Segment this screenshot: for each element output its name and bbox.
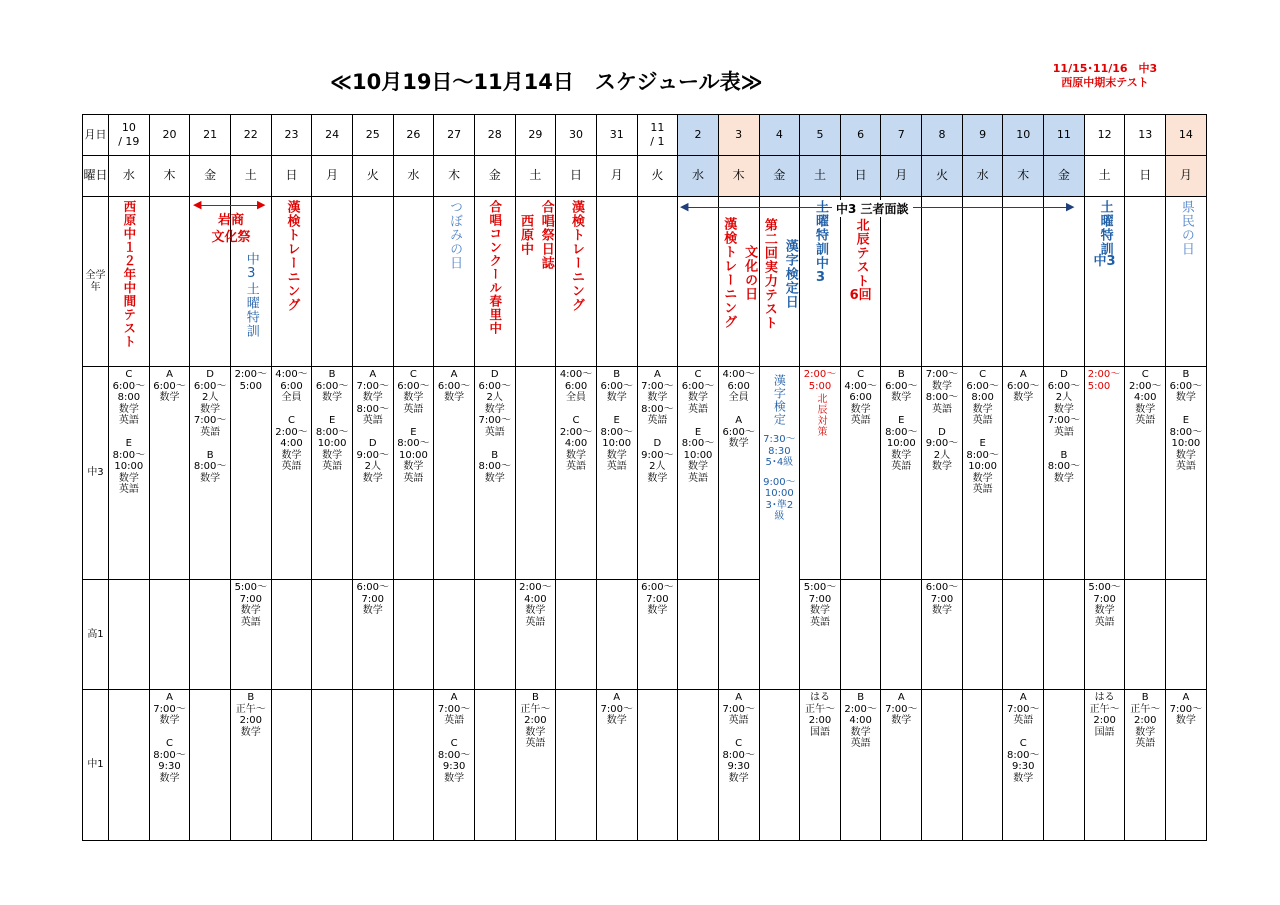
h1-cell-17	[800, 580, 841, 690]
c3-cell-text: B 6:00～ 数学 E 8:00～ 10:00 数学 英語	[600, 369, 633, 472]
event-text: 漢検トレーニング	[721, 217, 737, 329]
c1-cell-text	[190, 690, 230, 692]
c1-cell-text: B 正午～ 2:00 数学 英語	[1130, 692, 1161, 749]
event-group	[760, 215, 800, 330]
c1-cell-10	[515, 690, 556, 841]
c3-row	[83, 367, 1207, 580]
c3-cell-text: D 6:00～ 2人 数学 7:00～ 英語 B 8:00～ 数学	[1047, 369, 1081, 484]
c3-cell-text: D 6:00～ 2人 数学 7:00～ 英語 B 8:00～ 数学	[193, 369, 227, 484]
c3-cell-13	[637, 367, 678, 580]
all-cell-4	[271, 197, 312, 367]
c1-cell-17	[800, 690, 841, 841]
c1-cell-text: B 2:00～ 4:00 数学 英語	[844, 692, 877, 749]
date-cell-19: 7	[881, 115, 922, 156]
c1-cell-23	[1044, 690, 1085, 841]
all-cell-15	[718, 197, 759, 367]
event-group	[1085, 197, 1125, 256]
c1-cell-text: A 7:00～ 数学	[600, 692, 633, 726]
weekday-cell-13: 火	[637, 156, 678, 197]
weekday-cell-2: 金	[190, 156, 231, 197]
event-text: 第二回実力テスト	[761, 218, 777, 330]
h1-cell-text	[1166, 580, 1206, 582]
h1-cell-text	[394, 580, 434, 582]
c3-cell-text: A 6:00～ 数学	[1007, 369, 1040, 403]
event-group	[516, 197, 556, 270]
c3-cell-6	[352, 367, 393, 580]
all-cell-7	[393, 197, 434, 367]
h1-cell-text	[312, 580, 352, 582]
event-text: 文化の日	[742, 245, 758, 301]
weekday-cell-23: 金	[1044, 156, 1085, 197]
c1-cell-text: A 7:00～ 数学	[1169, 692, 1203, 726]
event-group	[719, 197, 759, 329]
weekday-cell-12: 月	[596, 156, 637, 197]
weekday-cell-5: 月	[312, 156, 353, 197]
row-label-c3: 中3	[83, 367, 109, 580]
weekday-cell-7: 水	[393, 156, 434, 197]
date-cell-8: 27	[434, 115, 475, 156]
c1-cell-8	[434, 690, 475, 841]
date-cell-2: 21	[190, 115, 231, 156]
c3-cell-3	[230, 367, 271, 580]
c3-cell-1	[149, 367, 190, 580]
c1-cell-15	[718, 690, 759, 841]
weekday-cell-14: 水	[678, 156, 719, 197]
event-text: 土曜特訓中3	[812, 200, 828, 286]
c1-cell-text	[922, 690, 962, 692]
h1-cell-4	[271, 580, 312, 690]
c3-cell-23	[1044, 367, 1085, 580]
c3-cell-text: 2:00～ 5:00	[234, 369, 268, 392]
c1-cell-5	[312, 690, 353, 841]
all-cell-1	[149, 197, 190, 367]
date-cell-3: 22	[230, 115, 271, 156]
c1-cell-text	[109, 690, 149, 692]
date-cell-21: 9	[962, 115, 1003, 156]
all-cell-26	[1166, 197, 1207, 367]
c3-cell-10	[515, 367, 556, 580]
h1-cell-text	[841, 580, 881, 582]
c1-cell-2	[190, 690, 231, 841]
h1-cell-1	[149, 580, 190, 690]
weekday-cell-21: 水	[962, 156, 1003, 197]
h1-cell-20	[922, 580, 963, 690]
c3-cell-17	[800, 367, 841, 580]
all-cell-12	[596, 197, 637, 367]
date-cell-25: 13	[1125, 115, 1166, 156]
event-text: 中3土曜特訓	[243, 252, 259, 338]
h1-cell-text	[1044, 580, 1084, 582]
c1-cell-text	[556, 690, 596, 692]
h1-cell-9	[474, 580, 515, 690]
weekday-cell-0: 水	[109, 156, 150, 197]
c3-cell-text: C 2:00～ 4:00 数学 英語	[1129, 369, 1162, 426]
weekday-cell-16: 金	[759, 156, 800, 197]
c3-cell-text: C 6:00～ 8:00 数学 英語 E 8:00～ 10:00 数学 英語	[112, 369, 146, 495]
date-cell-12: 31	[596, 115, 637, 156]
all-cell-0	[109, 197, 150, 367]
hokushin-prep: 北辰対策	[814, 393, 826, 437]
c3-cell-21	[962, 367, 1003, 580]
c1-cell-text	[638, 690, 678, 692]
c3-cell-text: 4:00～ 6:00 全員 C 2:00～ 4:00 数学 英語	[559, 369, 593, 472]
event-group	[841, 215, 881, 288]
c3-cell-text: A 7:00～ 数学 8:00～ 英語 D 9:00～ 2人 数学	[641, 369, 674, 484]
c3-cell-2	[190, 367, 231, 580]
c3-cell-text: C 6:00～ 数学 英語 E 8:00～ 10:00 数学 英語	[681, 369, 715, 484]
c1-cell-text: A 7:00～ 数学	[885, 692, 918, 726]
c3-cell-16	[759, 367, 800, 690]
date-cell-11: 30	[556, 115, 597, 156]
all-cell-21	[962, 197, 1003, 367]
h1-cell-text	[190, 580, 230, 582]
c3-cell-text: A 7:00～ 数学 8:00～ 英語 D 9:00～ 2人 数学	[356, 369, 389, 484]
c1-cell-text: A 7:00～ 英語 C 8:00～ 9:30 数学	[1007, 692, 1040, 784]
h1-cell-text	[272, 580, 312, 582]
all-cell-5	[312, 197, 353, 367]
h1-cell-text	[963, 580, 1003, 582]
date-cell-22: 10	[1003, 115, 1044, 156]
all-cell-11	[556, 197, 597, 367]
event-text: 合唱祭日誌	[538, 200, 554, 270]
c3-cell-4	[271, 367, 312, 580]
event-group	[231, 249, 271, 338]
h1-cell-23	[1044, 580, 1085, 690]
h1-cell-0	[109, 580, 150, 690]
c1-cell-4	[271, 690, 312, 841]
c1-cell-text	[678, 690, 718, 692]
h1-row	[83, 580, 1207, 690]
event-text: 漢字検定日	[782, 239, 798, 309]
c3-cell-0	[109, 367, 150, 580]
date-row	[83, 115, 1207, 156]
h1-cell-14	[678, 580, 719, 690]
event-text: 西原中１２年中間テスト	[121, 200, 137, 349]
date-label: 月日	[84, 128, 107, 142]
c3-cell-text: A 6:00～ 数学	[153, 369, 186, 403]
c3-cell-text: 4:00～ 6:00 全員 C 2:00～ 4:00 数学 英語	[275, 369, 308, 472]
event-text: 県民の日	[1178, 200, 1194, 256]
c3-cell-11	[556, 367, 597, 580]
c3-cell-8	[434, 367, 475, 580]
date-cell-9: 28	[474, 115, 515, 156]
c1-cell-22	[1003, 690, 1044, 841]
h1-cell-10	[515, 580, 556, 690]
c1-cell-3	[230, 690, 271, 841]
weekday-cell-3: 土	[230, 156, 271, 197]
festival-arrow-left-icon: ◀	[193, 198, 202, 211]
weekday-cell-19: 月	[881, 156, 922, 197]
all-cell-6	[352, 197, 393, 367]
date-cell-15: 3	[718, 115, 759, 156]
c1-cell-1	[149, 690, 190, 841]
c3-cell-7	[393, 367, 434, 580]
h1-cell-text: 6:00～ 7:00 数学	[356, 582, 389, 616]
c1-cell-text: A 7:00～ 英語 C 8:00～ 9:30 数学	[722, 692, 755, 784]
all-cell-24	[1084, 197, 1125, 367]
weekday-cell-22: 木	[1003, 156, 1044, 197]
c3-cell-19	[881, 367, 922, 580]
event-text: 北辰テスト	[853, 218, 869, 288]
c3-cell-text: C 4:00～ 6:00 数学 英語	[844, 369, 877, 426]
all-cell-10	[515, 197, 556, 367]
h1-cell-text	[678, 580, 718, 582]
c3-cell-18	[840, 367, 881, 580]
h1-cell-text	[434, 580, 474, 582]
c1-cell-26	[1166, 690, 1207, 841]
c1-cell-6	[352, 690, 393, 841]
all-cell-8	[434, 197, 475, 367]
h1-cell-2	[190, 580, 231, 690]
h1-cell-26	[1166, 580, 1207, 690]
c3-cell-text: 4:00～ 6:00 全員 A 6:00～ 数学	[722, 369, 755, 449]
weekday-cell-9: 金	[474, 156, 515, 197]
all-cell-20	[922, 197, 963, 367]
row-label-h1: 高1	[83, 580, 109, 690]
date-cell-1: 20	[149, 115, 190, 156]
event-group	[272, 197, 312, 312]
c3-cell-9	[474, 367, 515, 580]
event-group	[556, 197, 596, 312]
h1-cell-text: 5:00～ 7:00 数学 英語	[234, 582, 268, 628]
c3-cell-text: B 6:00～ 数学 E 8:00～ 10:00 数学 英語	[885, 369, 918, 472]
c3-cell-text: 7:00～ 数学 8:00～ 英語 D 9:00～ 2人 数学	[925, 369, 959, 472]
c3-cell-26	[1166, 367, 1207, 580]
all-cell-23	[1044, 197, 1085, 367]
festival-arrow	[196, 205, 262, 206]
date-cell-4: 23	[271, 115, 312, 156]
c1-cell-25	[1125, 690, 1166, 841]
weekday-cell-24: 土	[1084, 156, 1125, 197]
c1-cell-12	[596, 690, 637, 841]
all-cell-17	[800, 197, 841, 367]
c1-cell-18	[840, 690, 881, 841]
c3-17-time: 2:00～ 5:00	[803, 369, 837, 392]
h1-cell-text	[597, 580, 637, 582]
h1-cell-12	[596, 580, 637, 690]
festival-arrow-right-icon: ▶	[257, 198, 266, 211]
h1-cell-text	[556, 580, 596, 582]
page-title: ≪10月19日～11月14日 スケジュール表≫	[330, 70, 763, 94]
c3-cell-25	[1125, 367, 1166, 580]
c3-cell-15	[718, 367, 759, 580]
h1-cell-text: 6:00～ 7:00 数学	[925, 582, 959, 616]
c1-cell-text: A 7:00～ 英語 C 8:00～ 9:30 数学	[437, 692, 471, 784]
iwasho-festival: 岩商 文化祭	[211, 213, 251, 245]
c3-cell-14	[678, 367, 719, 580]
date-cell-18: 6	[840, 115, 881, 156]
c1-cell-text	[312, 690, 352, 692]
h1-cell-text	[1003, 580, 1043, 582]
c1-cell-text: B 正午～ 2:00 数学 英語	[520, 692, 551, 749]
h1-cell-22	[1003, 580, 1044, 690]
mensetsu-arrow-right-icon: ▶	[1066, 200, 1075, 213]
weekday-cell-4: 日	[271, 156, 312, 197]
event-group	[1166, 197, 1206, 256]
event-text: 西原中	[517, 214, 533, 256]
c3-cell-22	[1003, 367, 1044, 580]
event-text: 漢検トレーニング	[569, 200, 585, 312]
all-cell-13	[637, 197, 678, 367]
h1-cell-6	[352, 580, 393, 690]
h1-cell-7	[393, 580, 434, 690]
c1-cell-21	[962, 690, 1003, 841]
c3-cell-text: B 6:00～ 数学 E 8:00～ 10:00 数学 英語	[315, 369, 349, 472]
h1-cell-18	[840, 580, 881, 690]
mensetsu-arrow-left-icon: ◀	[680, 200, 689, 213]
h1-cell-5	[312, 580, 353, 690]
h1-cell-text	[719, 580, 759, 582]
all-cell-25	[1125, 197, 1166, 367]
mensetsu-label: 中3 三者面談	[832, 200, 913, 217]
date-cell-0: 10 / 19	[109, 115, 150, 156]
weekday-cell-15: 木	[718, 156, 759, 197]
row-label-c1: 中1	[83, 690, 109, 841]
c3-cell-text: C 6:00～ 数学 英語 E 8:00～ 10:00 数学 英語	[397, 369, 430, 484]
kanji-time: 7:30～ 8:30 5･4級	[763, 434, 796, 468]
all-cell-14	[678, 197, 719, 367]
h1-cell-24	[1084, 580, 1125, 690]
h1-cell-text: 5:00～ 7:00 数学 英語	[1088, 582, 1121, 628]
kanji-title: 漢字検定	[772, 374, 787, 426]
event-group	[475, 197, 515, 335]
weekday-cell-8: 木	[434, 156, 475, 197]
c1-cell-text: B 正午～ 2:00 数学	[235, 692, 266, 738]
h1-cell-text: 6:00～ 7:00 数学	[641, 582, 674, 616]
h1-cell-8	[434, 580, 475, 690]
h1-cell-11	[556, 580, 597, 690]
date-cell-5: 24	[312, 115, 353, 156]
h1-cell-text	[475, 580, 515, 582]
row-label-all: 全学年	[83, 197, 109, 367]
h1-cell-3	[230, 580, 271, 690]
c1-cell-text	[475, 690, 515, 692]
c1-cell-16	[759, 690, 800, 841]
c3-cell-text: D 6:00～ 2人 数学 7:00～ 英語 B 8:00～ 数学	[478, 369, 511, 484]
all-cell-22	[1003, 197, 1044, 367]
weekday-cell-6: 火	[352, 156, 393, 197]
event-group	[109, 197, 149, 349]
c3-cell-text: A 6:00～ 数学	[437, 369, 471, 403]
date-cell-7: 26	[393, 115, 434, 156]
c1-cell-text: はる 正午～ 2:00 国語	[804, 692, 835, 738]
date-cell-14: 2	[678, 115, 719, 156]
date-cell-6: 25	[352, 115, 393, 156]
h1-cell-19	[881, 580, 922, 690]
all-cell-9	[474, 197, 515, 367]
weekday-cell-20: 火	[922, 156, 963, 197]
date-cell-24: 12	[1084, 115, 1125, 156]
h1-cell-13	[637, 580, 678, 690]
h1-cell-15	[718, 580, 759, 690]
c1-cell-text: はる 正午～ 2:00 国語	[1089, 692, 1120, 738]
weekday-cell-10: 土	[515, 156, 556, 197]
hokushin-round: 6回	[849, 288, 872, 303]
c1-cell-text	[394, 690, 434, 692]
c3-cell-12	[596, 367, 637, 580]
weekday-cell-25: 日	[1125, 156, 1166, 197]
c1-cell-9	[474, 690, 515, 841]
c1-cell-24	[1084, 690, 1125, 841]
c3-24-time: 2:00～ 5:00	[1087, 369, 1121, 392]
h1-cell-text	[881, 580, 921, 582]
h1-cell-21	[962, 580, 1003, 690]
c1-cell-14	[678, 690, 719, 841]
c1-cell-text	[272, 690, 312, 692]
c3-cell-text: B 6:00～ 数学 E 8:00～ 10:00 数学 英語	[1169, 369, 1203, 472]
c3-cell-5	[312, 367, 353, 580]
event-text: 漢検トレーニング	[284, 200, 300, 312]
h1-cell-text: 2:00～ 4:00 数学 英語	[519, 582, 552, 628]
c1-cell-text	[760, 690, 800, 692]
h1-cell-text	[150, 580, 190, 582]
row-label-weekday: 曜日	[83, 156, 109, 197]
weekday-cell-26: 月	[1166, 156, 1207, 197]
date-cell-23: 11	[1044, 115, 1085, 156]
c1-cell-text	[963, 690, 1003, 692]
event-text: つぼみの日	[447, 200, 463, 270]
weekday-cell-17: 土	[800, 156, 841, 197]
c1-cell-19	[881, 690, 922, 841]
c1-cell-text	[353, 690, 393, 692]
weekday-row	[83, 156, 1207, 197]
h1-cell-text	[1125, 580, 1165, 582]
exam-note-line2: 西原中期末テスト	[1061, 76, 1149, 89]
event-text: 合唱コンクール春里中	[487, 200, 503, 335]
row-label-date	[83, 115, 109, 156]
h1-cell-text	[109, 580, 149, 582]
h1-cell-25	[1125, 580, 1166, 690]
exam-note	[1040, 62, 1170, 90]
date-cell-26: 14	[1166, 115, 1207, 156]
kanji-time: 9:00～ 10:00 3･準2 級	[763, 476, 796, 522]
c3-cell-text	[516, 367, 556, 369]
date-cell-20: 8	[922, 115, 963, 156]
saturday-c3: 中3	[1093, 254, 1116, 269]
date-cell-10: 29	[515, 115, 556, 156]
c3-cell-24	[1084, 367, 1125, 580]
c1-cell-20	[922, 690, 963, 841]
date-cell-16: 4	[759, 115, 800, 156]
event-group	[434, 197, 474, 270]
event-text: 土曜特訓	[1097, 200, 1113, 256]
c1-cell-text: A 7:00～ 数学 C 8:00～ 9:30 数学	[153, 692, 186, 784]
c1-cell-text	[1044, 690, 1084, 692]
c1-row	[83, 690, 1207, 841]
c3-cell-20	[922, 367, 963, 580]
exam-note-line1: 11/15･11/16 中3	[1052, 62, 1158, 75]
c1-cell-13	[637, 690, 678, 841]
date-cell-13: 11 / 1	[637, 115, 678, 156]
h1-cell-text: 5:00～ 7:00 数学 英語	[803, 582, 837, 628]
weekday-cell-18: 日	[840, 156, 881, 197]
weekday-cell-11: 日	[556, 156, 597, 197]
all-cell-18	[840, 197, 881, 367]
c3-cell-text: C 6:00～ 8:00 数学 英語 E 8:00～ 10:00 数学 英語	[966, 369, 999, 495]
c1-cell-11	[556, 690, 597, 841]
c1-cell-0	[109, 690, 150, 841]
date-cell-17: 5	[800, 115, 841, 156]
all-cell-19	[881, 197, 922, 367]
weekday-cell-1: 木	[149, 156, 190, 197]
c1-cell-7	[393, 690, 434, 841]
all-cell-16	[759, 197, 800, 367]
